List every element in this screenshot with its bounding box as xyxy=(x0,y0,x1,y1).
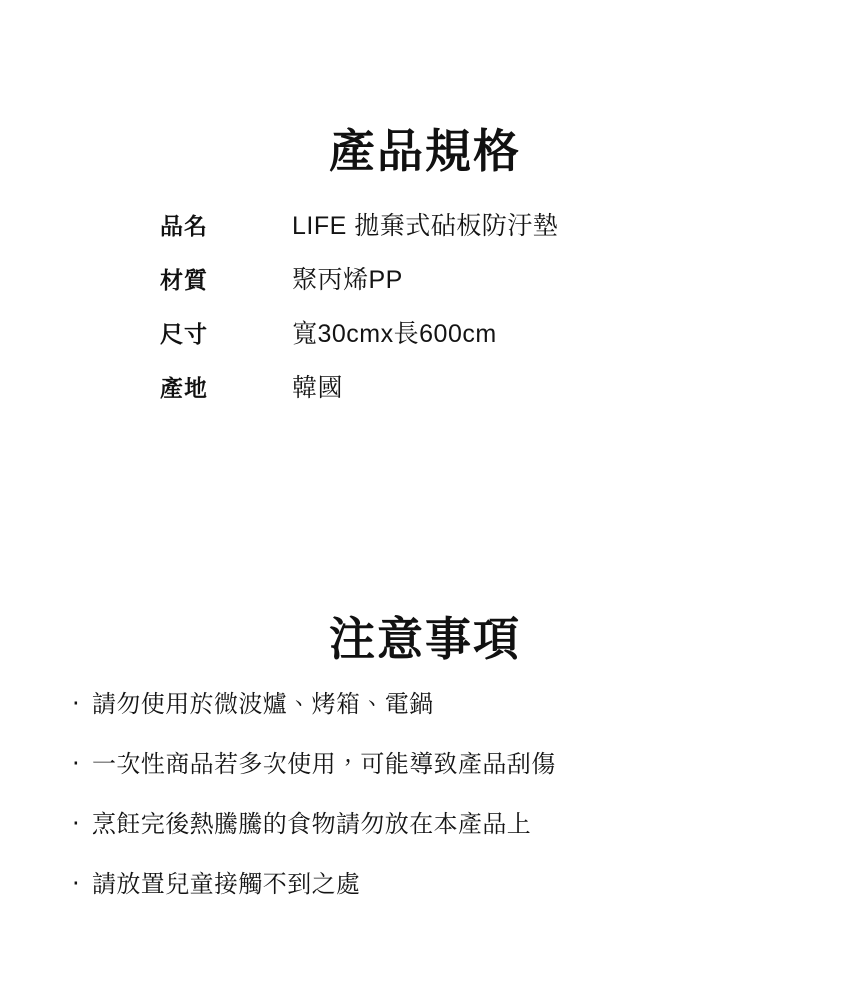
table-row xyxy=(160,320,720,374)
note-text: 請勿使用於微波爐、烤箱、電鍋 xyxy=(92,691,434,718)
product-spec-heading: 產品規格 xyxy=(329,124,521,177)
product-spec-table xyxy=(160,212,720,428)
note-text: 烹飪完後熱騰騰的食物請勿放在本產品上 xyxy=(92,811,532,838)
note-text: 請放置兒童接觸不到之處 xyxy=(92,871,361,898)
spec-label: 尺寸 xyxy=(160,321,208,347)
spec-label: 品名 xyxy=(160,213,208,239)
spec-value: LIFE 拋棄式砧板防汙墊 xyxy=(292,212,559,240)
spec-value: 韓國 xyxy=(292,374,344,402)
table-row xyxy=(160,266,720,320)
spec-value: 寬30cmx長600cm xyxy=(292,320,497,348)
list-item xyxy=(72,690,802,720)
list-item xyxy=(72,750,802,780)
bullet-icon: ‧ xyxy=(72,691,81,718)
spec-value: 聚丙烯PP xyxy=(292,266,403,294)
list-item xyxy=(72,870,802,900)
bullet-icon: ‧ xyxy=(72,871,81,898)
bullet-icon: ‧ xyxy=(72,811,81,838)
bullet-icon: ‧ xyxy=(72,751,81,778)
spec-label: 材質 xyxy=(160,267,208,293)
notes-heading: 注意事項 xyxy=(329,612,521,665)
table-row xyxy=(160,374,720,428)
note-text: 一次性商品若多次使用，可能導致產品刮傷 xyxy=(92,751,556,778)
table-row xyxy=(160,212,720,266)
list-item xyxy=(72,810,802,840)
spec-label: 產地 xyxy=(160,375,208,401)
notes-list xyxy=(72,690,802,930)
